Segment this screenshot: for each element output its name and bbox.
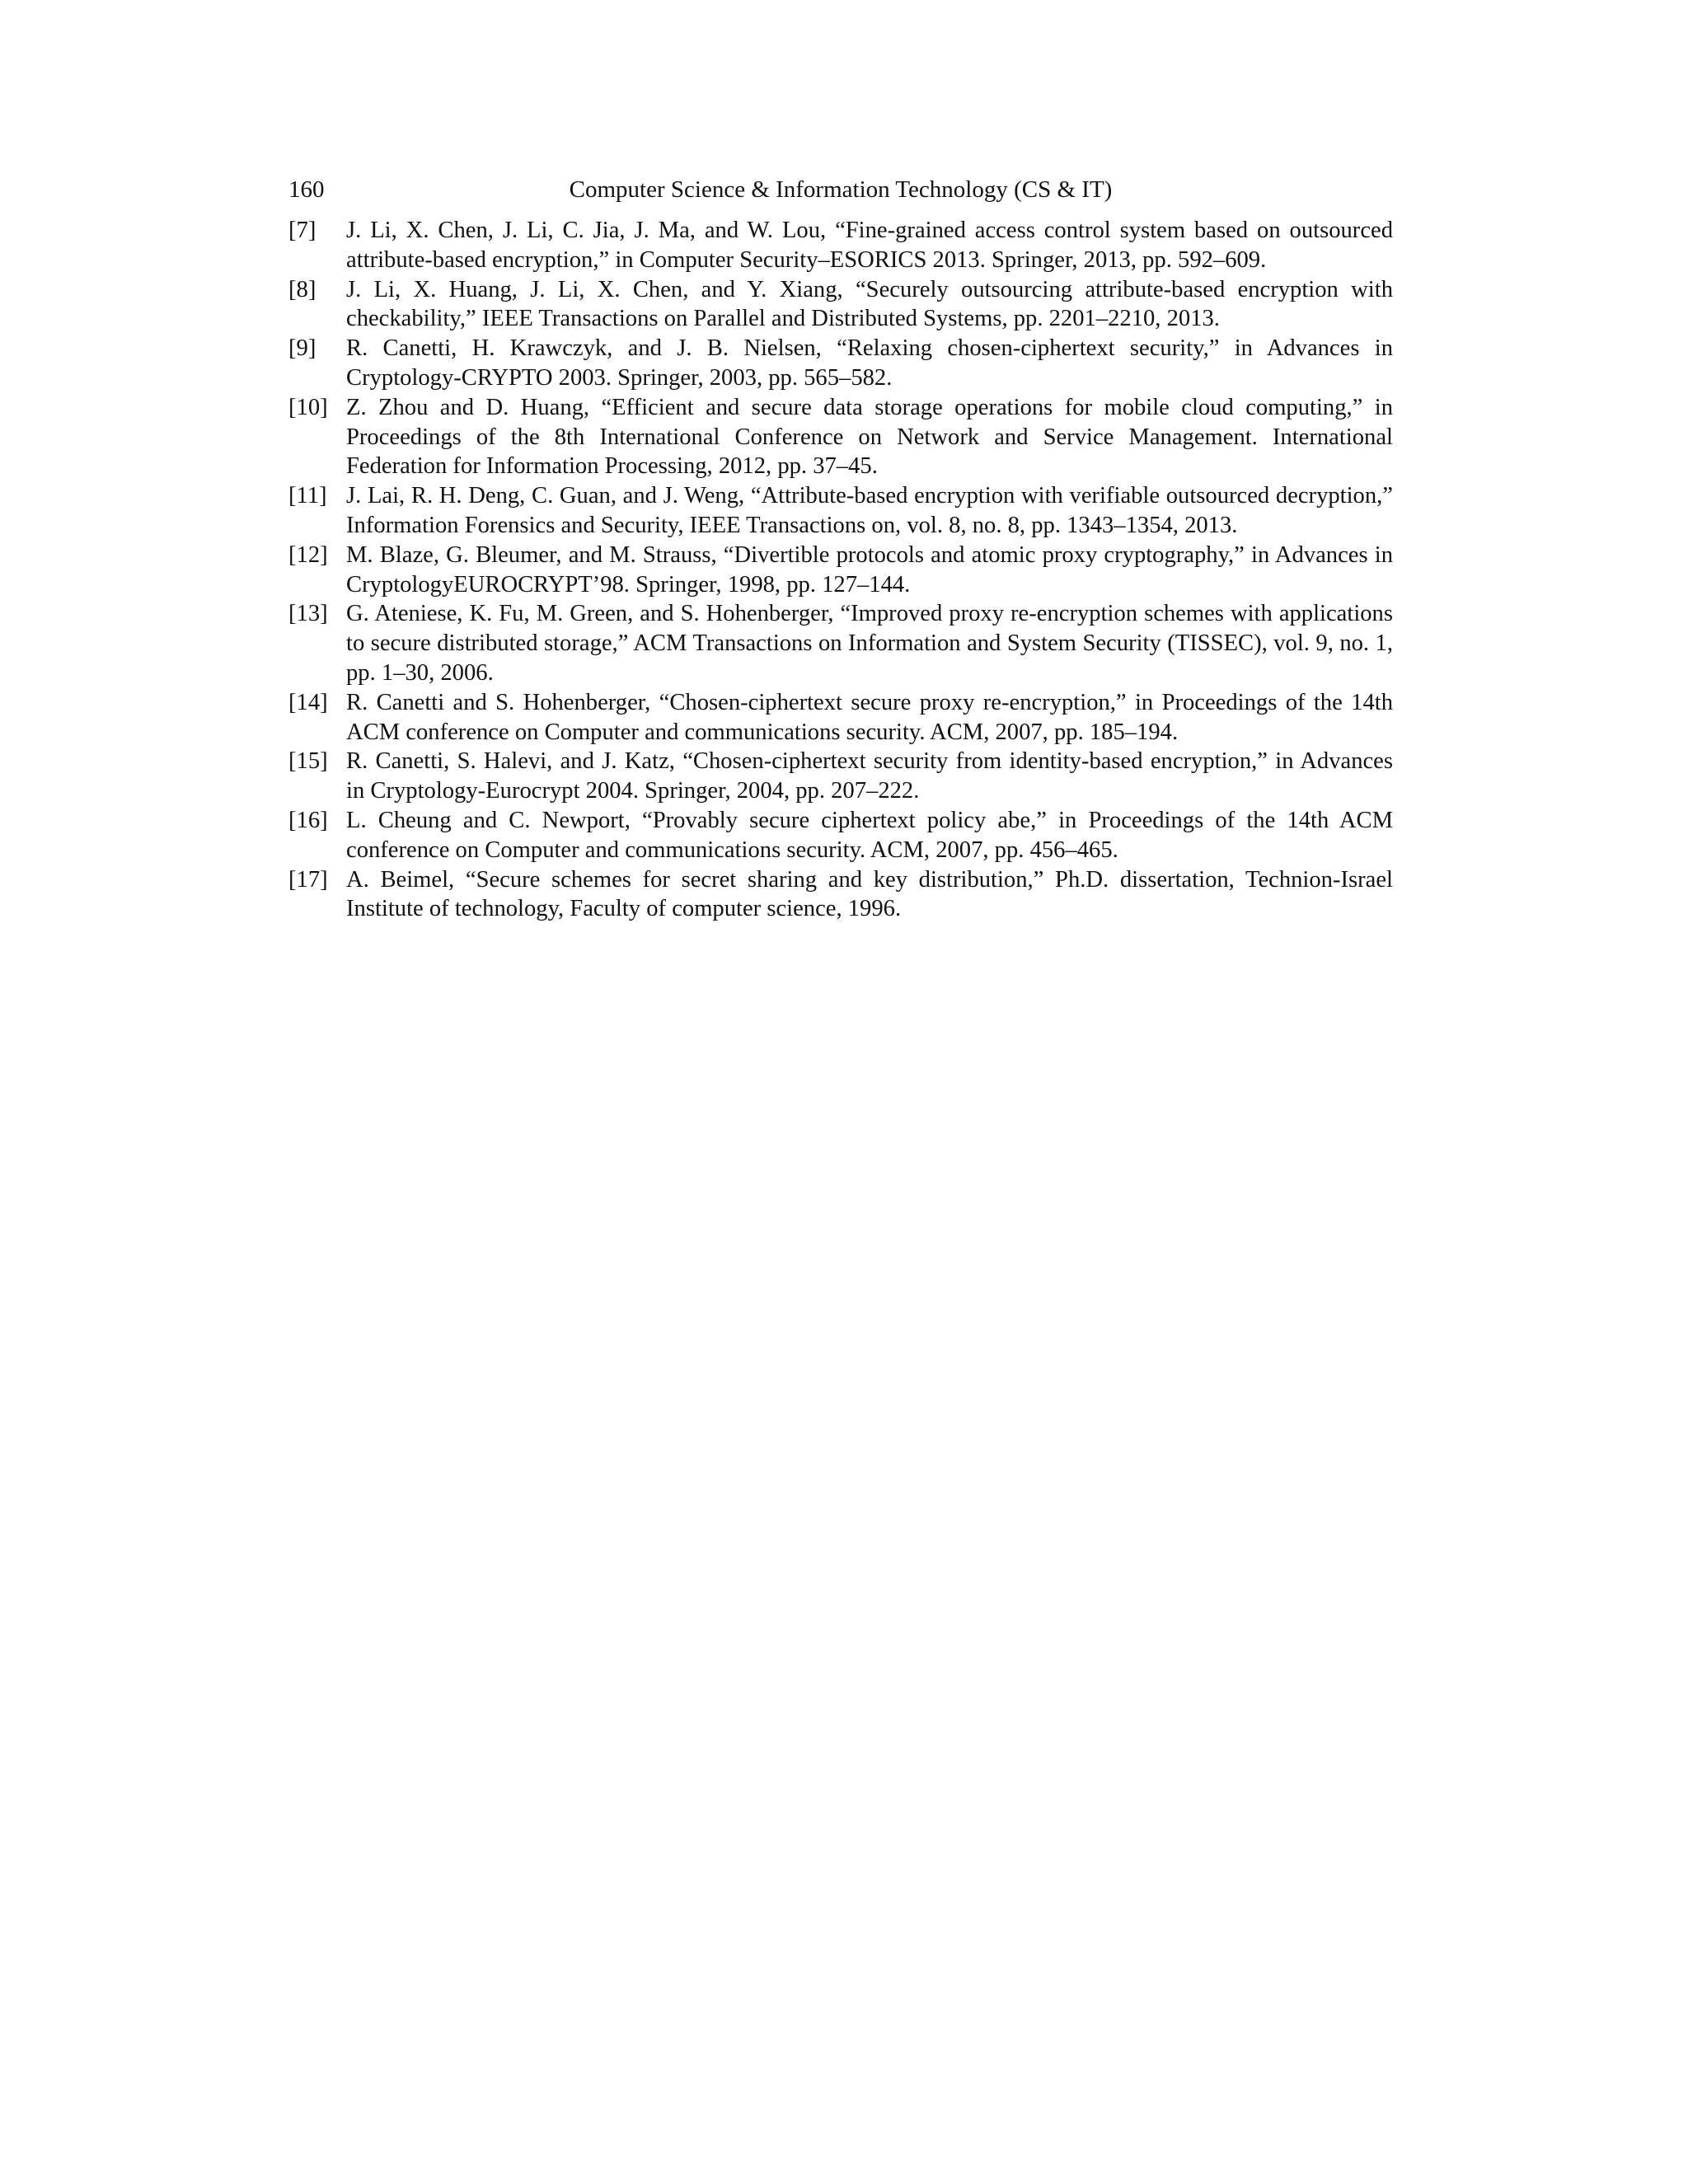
reference-label: [8] [288, 276, 316, 302]
reference-label: [12] [288, 541, 328, 568]
reference-text: A. Beimel, “Secure schemes for secret sharing and key distribution,” Ph.D. dissertation, Technion-Israel Institute of technology, Faculty of computer science, 1996. [346, 866, 1393, 922]
reference-text: Z. Zhou and D. Huang, “Efficient and secure data storage operations for mobile cloud computing,” in Proceedings of the 8th International Conference on Network and Service Management. International Federation for Information Processing, 2012, pp. 37–45. [346, 394, 1393, 480]
reference-text: M. Blaze, G. Bleumer, and M. Strauss, “Divertible protocols and atomic proxy cryptography,” in Advances in CryptologyEUROCRYPT’98. Springer, 1998, pp. 127–144. [346, 541, 1393, 598]
reference-text: L. Cheung and C. Newport, “Provably secure ciphertext policy abe,” in Proceedings of the 14th ACM conference on Computer and communications security. ACM, 2007, pp. 456–465. [346, 807, 1393, 863]
reference-label: [15] [288, 748, 328, 775]
reference-text: J. Li, X. Huang, J. Li, X. Chen, and Y. Xiang, “Securely outsourcing attribute-based encryption with checkability,” IEEE Transactions on Parallel and Distributed Systems, pp. 2201–2210, 2013. [346, 276, 1393, 332]
reference-text: R. Canetti, H. Krawczyk, and J. B. Nielsen, “Relaxing chosen-ciphertext security,” in Advances in Cryptology-CRYPTO 2003. Springer, 2003, pp. 565–582. [346, 335, 1393, 391]
reference-label: [11] [288, 483, 327, 509]
reference-7 [288, 216, 1393, 275]
reference-text: J. Lai, R. H. Deng, C. Guan, and J. Weng, “Attribute-based encryption with verifiable outsourced decryption,” Information Forensics and Security, IEEE Transactions on, vol. 8, no. 8, pp. 1343–1354, 2013. [346, 483, 1393, 538]
reference-text: R. Canetti and S. Hohenberger, “Chosen-ciphertext secure proxy re-encryption,” in Proceedings of the 14th ACM conference on Computer and communications security. ACM, 2007, pp. 185–194. [346, 689, 1393, 745]
page-header [288, 171, 1393, 208]
reference-label: [10] [288, 394, 328, 420]
reference-list [288, 216, 1393, 924]
reference-16 [288, 806, 1393, 865]
running-title: Computer Science & Information Technology (CS & IT) [569, 176, 1113, 203]
reference-14 [288, 688, 1393, 748]
reference-10 [288, 393, 1393, 481]
reference-text: R. Canetti, S. Halevi, and J. Katz, “Chosen-ciphertext security from identity-based encryption,” in Advances in Cryptology-Eurocrypt 2004. Springer, 2004, pp. 207–222. [346, 748, 1393, 804]
reference-label: [17] [288, 866, 328, 893]
reference-label: [9] [288, 335, 316, 362]
reference-label: [7] [288, 218, 316, 243]
reference-text: G. Ateniese, K. Fu, M. Green, and S. Hohenberger, “Improved proxy re-encryption schemes with applications to secure distributed storage,” ACM Transactions on Information and System Security (TISSEC), vol. 9, no. 1, pp. 1–30, 2006. [346, 601, 1393, 686]
page-number: 160 [288, 176, 325, 203]
reference-15 [288, 747, 1393, 806]
reference-13 [288, 599, 1393, 687]
reference-label: [16] [288, 807, 328, 833]
reference-17 [288, 865, 1393, 925]
reference-11 [288, 481, 1393, 541]
reference-9 [288, 334, 1393, 393]
reference-12 [288, 541, 1393, 600]
reference-label: [13] [288, 601, 328, 627]
reference-text: J. Li, X. Chen, J. Li, C. Jia, J. Ma, and W. Lou, “Fine-grained access control system based on outsourced attribute-based encryption,” in Computer Security–ESORICS 2013. Springer, 2013, pp. 592–609. [346, 218, 1393, 273]
reference-label: [14] [288, 689, 328, 715]
reference-8 [288, 275, 1393, 335]
